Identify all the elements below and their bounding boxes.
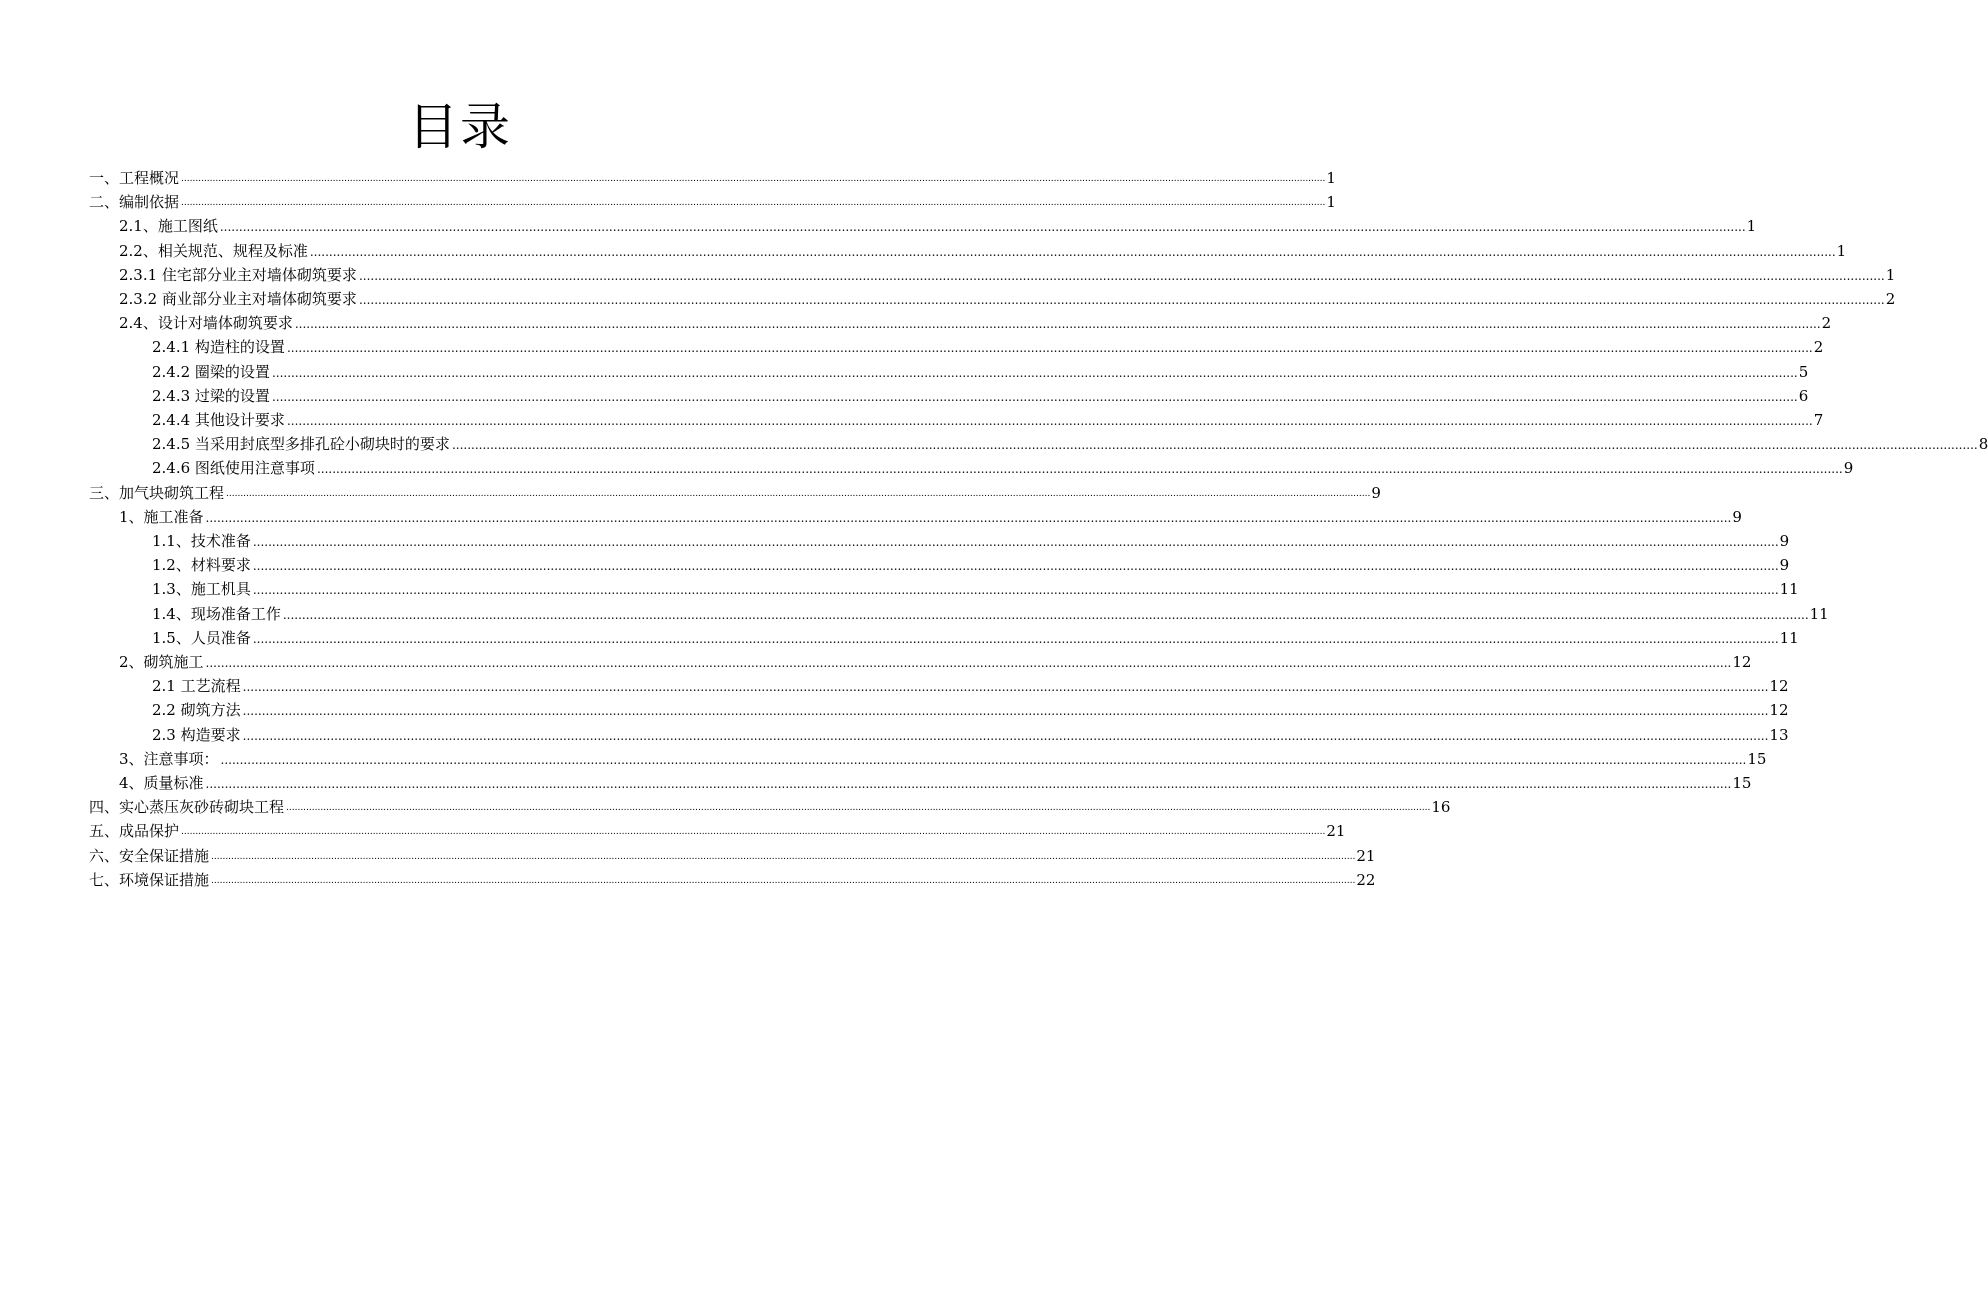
toc-entry-label: 1.2、材料要求	[152, 556, 251, 575]
toc-entry[interactable]	[119, 212, 1757, 236]
toc-entry-label: 2.4.5 当采用封底型多排孔砼小砌块时的要求	[152, 435, 450, 454]
toc-dot-leader: ................................................................................................................................................................................................................................................................................................................................................................................................................	[226, 488, 1371, 499]
toc-dot-leader: ................................................................................................................................................................................................................................................................................................................................................................................................................	[451, 438, 1978, 453]
toc-dot-leader: ................................................................................................................................................................................................................................................................................................................................................................................................................	[282, 607, 1809, 622]
toc-entry[interactable]	[152, 624, 1799, 648]
toc-entry[interactable]	[119, 261, 1896, 285]
toc-dot-leader: ................................................................................................................................................................................................................................................................................................................................................................................................................	[286, 341, 1813, 356]
toc-entry[interactable]	[119, 745, 1767, 769]
toc-dot-leader: ................................................................................................................................................................................................................................................................................................................................................................................................................	[242, 728, 1769, 743]
toc-dot-leader: ................................................................................................................................................................................................................................................................................................................................................................................................................	[205, 777, 1732, 791]
toc-dot-leader: ................................................................................................................................................................................................................................................................................................................................................................................................................	[252, 535, 1779, 549]
toc-entry-label: 二、编制依据	[89, 193, 180, 212]
toc-entry-page-number: 1	[1836, 241, 1847, 260]
toc-dot-leader: ................................................................................................................................................................................................................................................................................................................................................................................................................	[358, 293, 1885, 307]
toc-entry-page-number: 9	[1843, 459, 1854, 478]
toc-entry-label: 2.3.1 住宅部分业主对墙体砌筑要求	[119, 265, 357, 284]
toc-dot-leader: ................................................................................................................................................................................................................................................................................................................................................................................................................	[242, 680, 1769, 695]
toc-entry[interactable]	[89, 817, 1346, 841]
toc-entry[interactable]	[152, 672, 1789, 696]
toc-entry-page-number: 13	[1769, 725, 1789, 744]
toc-entry[interactable]	[119, 309, 1832, 333]
toc-entry[interactable]	[152, 721, 1789, 745]
toc-entry[interactable]	[89, 188, 1336, 212]
toc-entry-page-number: 5	[1798, 362, 1809, 381]
toc-entry-label: 1.4、现场准备工作	[152, 604, 281, 623]
toc-entry[interactable]	[152, 575, 1799, 599]
toc-entry[interactable]	[119, 503, 1742, 527]
toc-dot-leader: ................................................................................................................................................................................................................................................................................................................................................................................................................	[252, 631, 1779, 646]
toc-entry-page-number: 15	[1732, 774, 1752, 792]
toc-entry-label: 3、注意事项：	[119, 749, 219, 768]
toc-entry[interactable]	[89, 793, 1451, 817]
toc-entry-label: 4、质量标准	[119, 774, 204, 792]
toc-dot-leader: ................................................................................................................................................................................................................................................................................................................................................................................................................	[181, 174, 1326, 184]
toc-entry[interactable]	[152, 551, 1790, 575]
toc-entry-page-number: 1	[1885, 265, 1896, 284]
toc-dot-leader: ................................................................................................................................................................................................................................................................................................................................................................................................................	[309, 244, 1836, 259]
toc-entry[interactable]	[119, 237, 1847, 261]
toc-entry-page-number: 6	[1798, 386, 1809, 405]
toc-entry-page-number: 12	[1732, 653, 1752, 671]
toc-entry[interactable]	[89, 866, 1376, 890]
toc-entry-page-number: 1	[1326, 169, 1336, 187]
toc-entry-page-number: 9	[1779, 556, 1790, 575]
toc-entry-page-number: 2	[1821, 314, 1832, 333]
toc-dot-leader: ................................................................................................................................................................................................................................................................................................................................................................................................................	[211, 851, 1356, 862]
toc-entry-label: 2.3.2 商业部分业主对墙体砌筑要求	[119, 290, 357, 308]
toc-entry-label: 2.4.6 图纸使用注意事项	[152, 459, 315, 478]
toc-dot-leader: ................................................................................................................................................................................................................................................................................................................................................................................................................	[211, 875, 1356, 886]
toc-entry-page-number: 11	[1779, 628, 1799, 647]
toc-dot-leader: ................................................................................................................................................................................................................................................................................................................................................................................................................	[242, 704, 1769, 719]
toc-dot-leader: ................................................................................................................................................................................................................................................................................................................................................................................................................	[286, 803, 1431, 814]
toc-dot-leader: ................................................................................................................................................................................................................................................................................................................................................................................................................	[271, 365, 1798, 380]
toc-title: 目录	[408, 98, 512, 156]
toc-entry-page-number: 22	[1356, 870, 1376, 889]
toc-entry-label: 六、安全保证措施	[89, 846, 210, 865]
toc-entry-page-number: 12	[1769, 701, 1789, 720]
toc-dot-leader: ................................................................................................................................................................................................................................................................................................................................................................................................................	[181, 827, 1326, 838]
toc-entry[interactable]	[152, 600, 1829, 624]
toc-entry-label: 2.2 砌筑方法	[152, 701, 241, 720]
toc-entry-label: 2.1、施工图纸	[119, 217, 218, 236]
toc-entry-label: 2.3 构造要求	[152, 725, 241, 744]
toc-entry-page-number: 21	[1356, 846, 1376, 865]
toc-entry-label: 2、砌筑施工	[119, 653, 204, 671]
toc-dot-leader: ................................................................................................................................................................................................................................................................................................................................................................................................................	[181, 198, 1326, 209]
toc-entry-label: 七、环境保证措施	[89, 870, 210, 889]
toc-entry[interactable]	[119, 285, 1896, 309]
toc-entry-page-number: 9	[1371, 483, 1381, 502]
toc-entry-page-number: 21	[1326, 822, 1346, 841]
toc-entry-page-number: 12	[1769, 677, 1789, 696]
toc-entry-label: 2.1 工艺流程	[152, 677, 241, 696]
toc-entry-label: 一、工程概况	[89, 169, 180, 187]
toc-entry-page-number: 2	[1813, 338, 1824, 357]
toc-entry-label: 五、成品保护	[89, 822, 180, 841]
toc-entry-page-number: 7	[1813, 411, 1824, 429]
toc-entry[interactable]	[119, 648, 1752, 672]
toc-entry-page-number: 9	[1732, 507, 1742, 526]
toc-entry-label: 2.4.3 过梁的设置	[152, 386, 270, 405]
toc-entry[interactable]	[152, 382, 1809, 406]
toc-entry-page-number: 1	[1326, 193, 1336, 212]
toc-entry-page-number: 16	[1431, 798, 1451, 817]
toc-entry-page-number: 15	[1747, 749, 1767, 768]
toc-entry-label: 1.1、技术准备	[152, 532, 251, 550]
toc-entry-label: 2.4、设计对墙体砌筑要求	[119, 314, 293, 333]
toc-entry-label: 2.4.2 圈梁的设置	[152, 362, 270, 381]
toc-entry[interactable]	[152, 527, 1790, 551]
toc-dot-leader: ................................................................................................................................................................................................................................................................................................................................................................................................................	[294, 317, 1821, 332]
toc-entry[interactable]	[89, 479, 1381, 503]
toc-entry[interactable]	[152, 696, 1789, 720]
toc-entry[interactable]	[89, 842, 1376, 866]
toc-entry-page-number: 8	[1978, 435, 1988, 454]
toc-dot-leader: ................................................................................................................................................................................................................................................................................................................................................................................................................	[271, 389, 1798, 404]
toc-entry[interactable]	[152, 333, 1824, 357]
toc-dot-leader: ................................................................................................................................................................................................................................................................................................................................................................................................................	[205, 510, 1732, 525]
toc-entry-label: 三、加气块砌筑工程	[89, 483, 225, 502]
toc-entry-label: 2.4.4 其他设计要求	[152, 411, 285, 429]
toc-entry[interactable]	[119, 769, 1752, 793]
toc-entry-page-number: 1	[1746, 217, 1757, 236]
toc-dot-leader: ................................................................................................................................................................................................................................................................................................................................................................................................................	[316, 462, 1843, 477]
toc-entry[interactable]	[152, 358, 1809, 382]
toc-entry-label: 四、实心蒸压灰砂砖砌块工程	[89, 798, 285, 817]
toc-entry-page-number: 11	[1779, 580, 1799, 599]
toc-entry-page-number: 2	[1885, 290, 1896, 308]
toc-entry[interactable]	[152, 454, 1854, 478]
toc-dot-leader: ................................................................................................................................................................................................................................................................................................................................................................................................................	[220, 752, 1747, 767]
toc-entry-label: 1.5、人员准备	[152, 628, 251, 647]
toc-dot-leader: ................................................................................................................................................................................................................................................................................................................................................................................................................	[219, 220, 1746, 235]
toc-dot-leader: ................................................................................................................................................................................................................................................................................................................................................................................................................	[205, 656, 1732, 670]
toc-entry[interactable]	[89, 164, 1336, 188]
toc-entry-page-number: 9	[1779, 532, 1790, 550]
toc-entry-label: 1.3、施工机具	[152, 580, 251, 599]
toc-dot-leader: ................................................................................................................................................................................................................................................................................................................................................................................................................	[252, 559, 1779, 574]
toc-entry-page-number: 11	[1809, 604, 1829, 623]
toc-entry-label: 2.2、相关规范、规程及标准	[119, 241, 308, 260]
toc-entry-label: 2.4.1 构造柱的设置	[152, 338, 285, 357]
toc-dot-leader: ................................................................................................................................................................................................................................................................................................................................................................................................................	[252, 583, 1779, 598]
toc-entry[interactable]	[152, 430, 1988, 454]
toc-dot-leader: ................................................................................................................................................................................................................................................................................................................................................................................................................	[358, 268, 1885, 283]
toc-entry[interactable]	[152, 406, 1824, 430]
toc-entry-label: 1、施工准备	[119, 507, 204, 526]
toc-dot-leader: ................................................................................................................................................................................................................................................................................................................................................................................................................	[286, 414, 1813, 428]
